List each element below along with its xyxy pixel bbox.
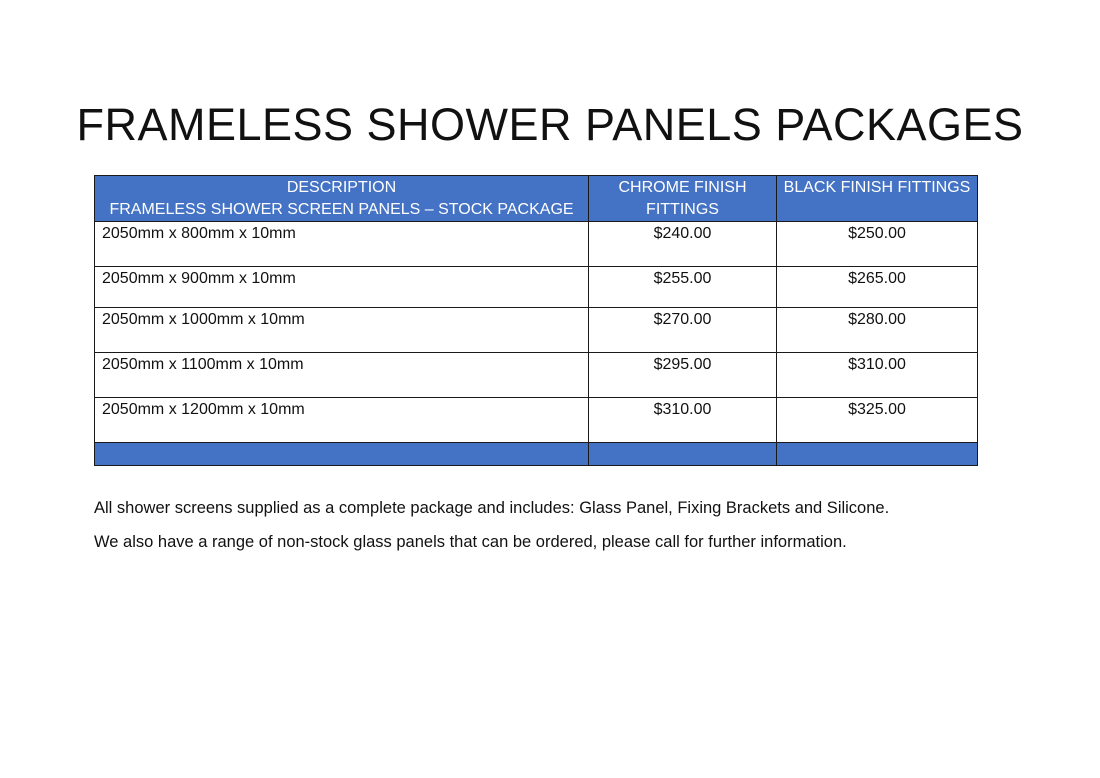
non-stock-note: We also have a range of non-stock glass panels that can be ordered, please call for further information. — [94, 533, 847, 551]
row-black-price: $325.00 — [777, 398, 978, 443]
page-title: FRAMELESS SHOWER PANELS PACKAGES — [76, 99, 1024, 150]
row-description: 2050mm x 1100mm x 10mm — [95, 353, 589, 398]
row-chrome-price: $255.00 — [589, 267, 777, 308]
row-black-price: $280.00 — [777, 308, 978, 353]
row-chrome-price: $270.00 — [589, 308, 777, 353]
row-chrome-price: $310.00 — [589, 398, 777, 443]
footer-cell — [589, 443, 777, 466]
row-description: 2050mm x 1200mm x 10mm — [95, 398, 589, 443]
table-row — [95, 353, 978, 398]
header-description — [95, 176, 589, 222]
included-note: All shower screens supplied as a complete package and includes: Glass Panel, Fixing Brackets and Silicone. — [94, 499, 890, 517]
table-row — [95, 398, 978, 443]
row-black-price: $310.00 — [777, 353, 978, 398]
header-description-label: DESCRIPTION — [286, 179, 397, 196]
header-black-label: BLACK FINISH FITTINGS — [783, 179, 971, 196]
header-chrome-line2: FITTINGS — [646, 201, 719, 218]
footer-cell — [777, 443, 978, 466]
header-chrome-line1: CHROME FINISH — [618, 179, 747, 196]
row-description: 2050mm x 900mm x 10mm — [95, 267, 589, 308]
table-row — [95, 308, 978, 353]
row-description: 2050mm x 1000mm x 10mm — [95, 308, 589, 353]
price-table — [94, 175, 978, 466]
row-black-price: $265.00 — [777, 267, 978, 308]
row-description: 2050mm x 800mm x 10mm — [95, 222, 589, 267]
header-description-subtitle: FRAMELESS SHOWER SCREEN PANELS – STOCK PACKAGE — [109, 201, 574, 218]
table-row — [95, 222, 978, 267]
table-footer-row — [95, 443, 978, 466]
header-chrome — [589, 176, 777, 222]
table-row — [95, 267, 978, 308]
row-chrome-price: $295.00 — [589, 353, 777, 398]
header-black — [777, 176, 978, 222]
table-header-row — [95, 176, 978, 222]
row-chrome-price: $240.00 — [589, 222, 777, 267]
footer-cell — [95, 443, 589, 466]
row-black-price: $250.00 — [777, 222, 978, 267]
